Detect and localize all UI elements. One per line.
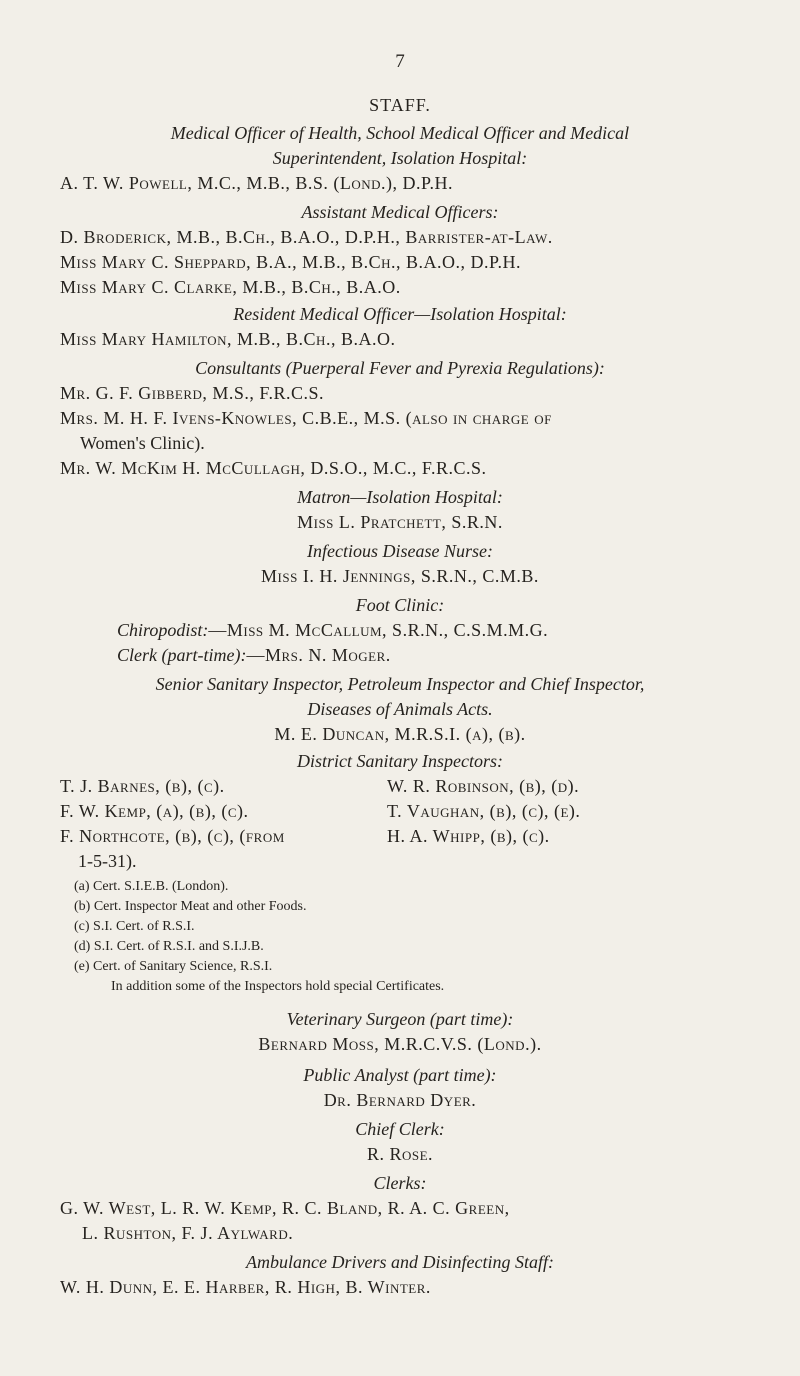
vet-name: Bernard Moss, M.R.C.V.S. (Lond.). — [258, 1034, 542, 1054]
assistant-name: D. Broderick, M.B., B.Ch., B.A.O., D.P.H., Barrister-at-Law. — [60, 227, 553, 247]
inspector-name: H. A. Whipp, (b), (c). — [387, 826, 550, 846]
senior-inspector-section — [0, 672, 800, 747]
assistants-title: Assistant Medical Officers: — [301, 202, 499, 222]
page-heading: STAFF. — [369, 95, 431, 115]
ambulance-title: Ambulance Drivers and Disinfecting Staff: — [246, 1252, 554, 1272]
chief-clerk-name: R. Rose. — [366, 1144, 434, 1164]
inspector-row — [60, 774, 780, 799]
inspector-name: W. R. Robinson, (b), (d). — [387, 776, 580, 796]
district-inspectors-title: District Sanitary Inspectors: — [297, 751, 503, 771]
inspector-row — [60, 824, 780, 849]
certificate-note: (e) Cert. of Sanitary Science, R.S.I. — [74, 959, 273, 974]
foot-clinic-title: Foot Clinic: — [355, 595, 445, 615]
inspector-row — [60, 799, 780, 824]
inspector-name: T. Vaughan, (b), (c), (e). — [387, 801, 581, 821]
assistants-section — [0, 200, 800, 300]
foot-clinic-section — [0, 593, 800, 668]
clerks-names: G. W. West, L. R. W. Kemp, R. C. Bland, R. A. C. Green, — [60, 1198, 510, 1218]
clinic-clerk-name: —Mrs. N. Moger. — [246, 645, 391, 665]
senior-inspector-name: M. E. Duncan, M.R.S.I. (a), (b). — [274, 724, 526, 744]
resident-name: Miss Mary Hamilton, M.B., B.Ch., B.A.O. — [60, 329, 396, 349]
vet-section — [0, 1007, 800, 1057]
moh-section — [0, 121, 800, 196]
consultant-name: Mr. W. McKim H. McCullagh, D.S.O., M.C., F.R.C.S. — [60, 458, 487, 478]
chiropodist-label: Chiropodist: — [117, 620, 209, 640]
consultant-name: Mrs. M. H. F. Ivens-Knowles, C.B.E., M.S. (also in charge of — [60, 408, 552, 428]
matron-name: Miss L. Pratchett, S.R.N. — [297, 512, 503, 532]
analyst-name: Dr. Bernard Dyer. — [323, 1090, 477, 1110]
clinic-clerk-line — [0, 643, 800, 668]
resident-section — [0, 302, 800, 352]
certificate-note: (b) Cert. Inspector Meat and other Foods. — [74, 899, 307, 914]
inspector-name-continuation: 1-5-31). — [78, 851, 137, 871]
moh-title-line1: Medical Officer of Health, School Medical Officer and Medical — [170, 123, 630, 143]
chief-clerk-title: Chief Clerk: — [355, 1119, 445, 1139]
certificate-note: (a) Cert. S.I.E.B. (London). — [74, 879, 229, 894]
clerks-title: Clerks: — [373, 1173, 427, 1193]
certificate-notes — [74, 877, 774, 997]
analyst-title: Public Analyst (part time): — [303, 1065, 497, 1085]
clerks-section — [0, 1171, 800, 1246]
certificate-addition: In addition some of the Inspectors hold special Certificates. — [111, 979, 445, 994]
certificate-note: (c) S.I. Cert. of R.S.I. — [74, 919, 195, 934]
ambulance-section — [0, 1250, 800, 1300]
senior-inspector-title-line2: Diseases of Animals Acts. — [307, 699, 493, 719]
clerks-names: L. Rushton, F. J. Aylward. — [82, 1223, 294, 1243]
assistant-name: Miss Mary C. Sheppard, B.A., M.B., B.Ch., B.A.O., D.P.H. — [60, 252, 522, 272]
moh-title-line2: Superintendent, Isolation Hospital: — [272, 148, 528, 168]
district-inspectors-grid — [60, 774, 780, 874]
matron-title: Matron—Isolation Hospital: — [297, 487, 503, 507]
moh-name: A. T. W. Powell, M.C., M.B., B.S. (Lond.), D.P.H. — [60, 173, 454, 193]
clinic-clerk-label: Clerk (part-time): — [117, 645, 247, 665]
consultants-title: Consultants (Puerperal Fever and Pyrexia Regulations): — [195, 358, 605, 378]
inspector-name: F. W. Kemp, (a), (b), (c). — [60, 801, 249, 821]
ambulance-names: W. H. Dunn, E. E. Harber, R. High, B. Winter. — [60, 1277, 431, 1297]
consultants-section — [0, 356, 800, 481]
nurse-title: Infectious Disease Nurse: — [307, 541, 493, 561]
page-number: 7 — [395, 51, 405, 72]
matron-section — [0, 485, 800, 535]
assistant-name: Miss Mary C. Clarke, M.B., B.Ch., B.A.O. — [60, 277, 401, 297]
resident-title: Resident Medical Officer—Isolation Hospital: — [233, 304, 567, 324]
vet-title: Veterinary Surgeon (part time): — [286, 1009, 514, 1029]
chiropodist-name: —Miss M. McCallum, S.R.N., C.S.M.M.G. — [208, 620, 549, 640]
nurse-section — [0, 539, 800, 589]
inspector-name: T. J. Barnes, (b), (c). — [60, 776, 225, 796]
senior-inspector-title-line1: Senior Sanitary Inspector, Petroleum Inspector and Chief Inspector, — [155, 674, 645, 694]
chief-clerk-section — [0, 1117, 800, 1167]
consultant-name: Mr. G. F. Gibberd, M.S., F.R.C.S. — [60, 383, 325, 403]
nurse-name: Miss I. H. Jennings, S.R.N., C.M.B. — [261, 566, 539, 586]
certificate-note: (d) S.I. Cert. of R.S.I. and S.I.J.B. — [74, 939, 264, 954]
analyst-section — [0, 1063, 800, 1113]
chiropodist-line — [0, 618, 800, 643]
inspector-name: F. Northcote, (b), (c), (from — [60, 826, 285, 846]
consultant-name-continuation: Women's Clinic). — [80, 433, 205, 453]
